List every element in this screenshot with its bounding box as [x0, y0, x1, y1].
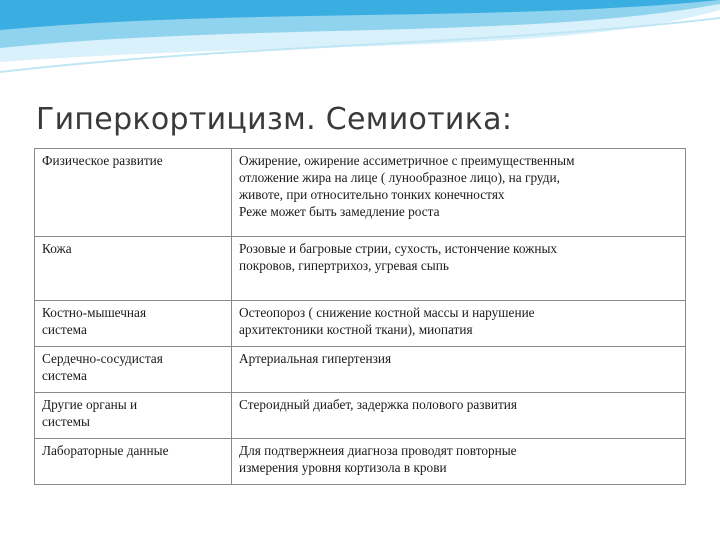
description-line: Ожирение, ожирение ассиметричное с преимущественным	[239, 153, 575, 168]
description-line: Розовые и багровые стрии, сухость, истончение кожных	[239, 241, 558, 256]
term-line: Сердечно-сосудистая	[42, 351, 163, 366]
row-term-cell	[35, 393, 232, 439]
description-line: Артериальная гипертензия	[239, 351, 392, 366]
table-row	[35, 149, 686, 237]
row-description-cell	[232, 149, 686, 237]
row-description-cell	[232, 237, 686, 301]
row-description-cell	[232, 347, 686, 393]
description-line: Остеопороз ( снижение костной массы и нарушение	[239, 305, 535, 320]
term-line: Кожа	[42, 241, 72, 256]
term-line: Другие органы и	[42, 397, 138, 412]
row-term-cell	[35, 439, 232, 485]
description-line: животе, при относительно тонких конечностях	[239, 187, 505, 202]
table-row	[35, 439, 686, 485]
table-row	[35, 347, 686, 393]
row-description-cell	[232, 301, 686, 347]
term-line: система	[42, 322, 87, 337]
row-term-cell	[35, 149, 232, 237]
table-row	[35, 393, 686, 439]
row-description-cell	[232, 439, 686, 485]
row-term-cell	[35, 237, 232, 301]
term-line: Лабораторные данные	[42, 443, 169, 458]
header-wave-decoration	[0, 0, 720, 90]
description-line: Стероидный диабет, задержка полового развития	[239, 397, 517, 412]
row-description-cell	[232, 393, 686, 439]
description-line: Для подтвержнеия диагноза проводят повторные	[239, 443, 517, 458]
term-line: Физическое развитие	[42, 153, 163, 168]
row-term-cell	[35, 301, 232, 347]
table-row	[35, 237, 686, 301]
description-line: покровов, гипертрихоз, угревая сыпь	[239, 258, 449, 273]
row-term-cell	[35, 347, 232, 393]
description-line: отложение жира на лице ( лунообразное лицо), на груди,	[239, 170, 560, 185]
description-line: измерения уровня кортизола в крови	[239, 460, 447, 475]
term-line: Костно-мышечная	[42, 305, 147, 320]
term-line: система	[42, 368, 87, 383]
description-line: Реже может быть замедление роста	[239, 204, 440, 219]
semiotics-table	[34, 148, 686, 485]
slide-title: Гиперкортицизм. Семиотика:	[36, 102, 513, 137]
table-row	[35, 301, 686, 347]
term-line: системы	[42, 414, 90, 429]
description-line: архитектоники костной ткани), миопатия	[239, 322, 473, 337]
